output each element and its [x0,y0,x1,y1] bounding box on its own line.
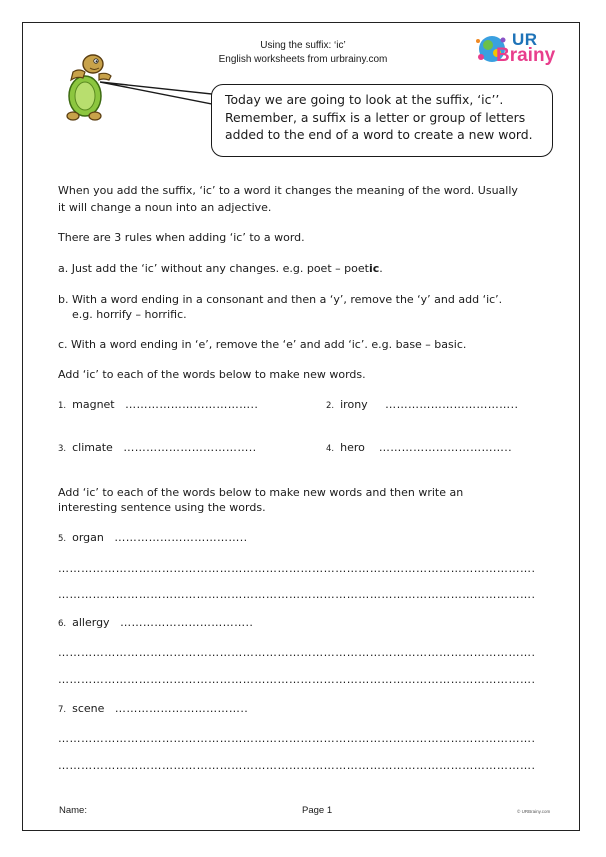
exercise-item [58,440,257,457]
exercise1-instruction: Add ‘ic’ to each of the words below to make new words. [58,368,366,381]
rule-a [58,261,383,277]
rule-a-bold: ic [368,262,380,275]
worksheet-subtitle: English worksheets from urbrainy.com [218,54,388,65]
sentence-line[interactable]: ……………………………………………………………………………………………………………. [58,673,536,686]
exercise-item [58,530,248,547]
rules-heading: There are 3 rules when adding ‘ic’ to a word. [58,231,305,244]
item-number: 5. [58,534,67,544]
page-number: Page 1 [302,805,333,816]
exercise-item [58,397,258,414]
item-number: 1. [58,401,67,411]
exercise-item [58,701,248,718]
worksheet-title: Using the suffix: ‘ic’ [260,40,346,51]
answer-blank[interactable]: …………………………….. [123,441,257,454]
logo-text-brainy: Brainy [496,45,556,66]
rule-b-example: e.g. horrify – horrific. [72,308,187,321]
item-word: hero [340,441,365,454]
speech-pointer [100,80,215,110]
exercise-item [58,615,253,632]
sentence-line[interactable]: ……………………………………………………………………………………………………………. [58,646,536,659]
intro-line: it will change a noun into an adjective. [58,201,272,214]
item-word: magnet [72,398,115,411]
answer-blank[interactable]: …………………………….. [114,702,249,715]
sentence-line[interactable]: ……………………………………………………………………………………………………………. [58,588,536,601]
item-number: 6. [58,619,67,629]
item-word: allergy [72,616,110,629]
answer-blank[interactable]: …………………………….. [114,531,248,544]
exercise2-instruction: interesting sentence using the words. [58,501,266,514]
bubble-line: Remember, a suffix is a letter or group of letters [225,109,526,125]
rule-b: b. With a word ending in a consonant and then a ‘y’, remove the ‘y’ and add ‘ic’. [58,293,503,306]
item-number: 2. [326,401,335,411]
sentence-line[interactable]: ……………………………………………………………………………………………………………. [58,562,536,575]
speech-bubble [211,84,553,157]
item-number: 7. [58,705,67,715]
item-word: climate [72,441,113,454]
exercise2-instruction: Add ‘ic’ to each of the words below to make new words and then write an [58,486,464,499]
answer-blank[interactable]: …………………………….. [120,616,254,629]
item-word: scene [72,702,105,715]
name-label: Name: [59,805,87,816]
sentence-line[interactable]: ……………………………………………………………………………………………………………. [58,732,536,745]
copyright-text: © URBrainy.com [517,809,551,814]
exercise-item [326,397,518,414]
answer-blank[interactable]: …………………………….. [125,398,259,411]
item-number: 4. [326,444,335,454]
answer-blank[interactable]: …………………………….. [378,441,513,454]
bubble-line: Today we are going to look at the suffix, ‘ic’’. [225,92,504,107]
exercise-item [326,440,512,457]
item-number: 3. [58,444,67,454]
bubble-line: added to the end of a word to create a new word. [225,127,533,142]
intro-line: When you add the suffix, ‘ic’ to a word it changes the meaning of the word. Usually [58,184,518,197]
logo-text-ur: UR [512,30,538,49]
rule-a-text: a. Just add the ‘ic’ without any changes. e.g. poet – poet [58,262,369,275]
rule-c: c. With a word ending in ‘e’, remove the ‘e’ and add ‘ic’. e.g. base – basic. [58,338,467,351]
rule-a-end: . [379,262,383,275]
item-word: organ [72,531,104,544]
item-word: irony [340,398,368,411]
answer-blank[interactable]: …………………………….. [385,398,519,411]
sentence-line[interactable]: ……………………………………………………………………………………………………………. [58,759,536,772]
